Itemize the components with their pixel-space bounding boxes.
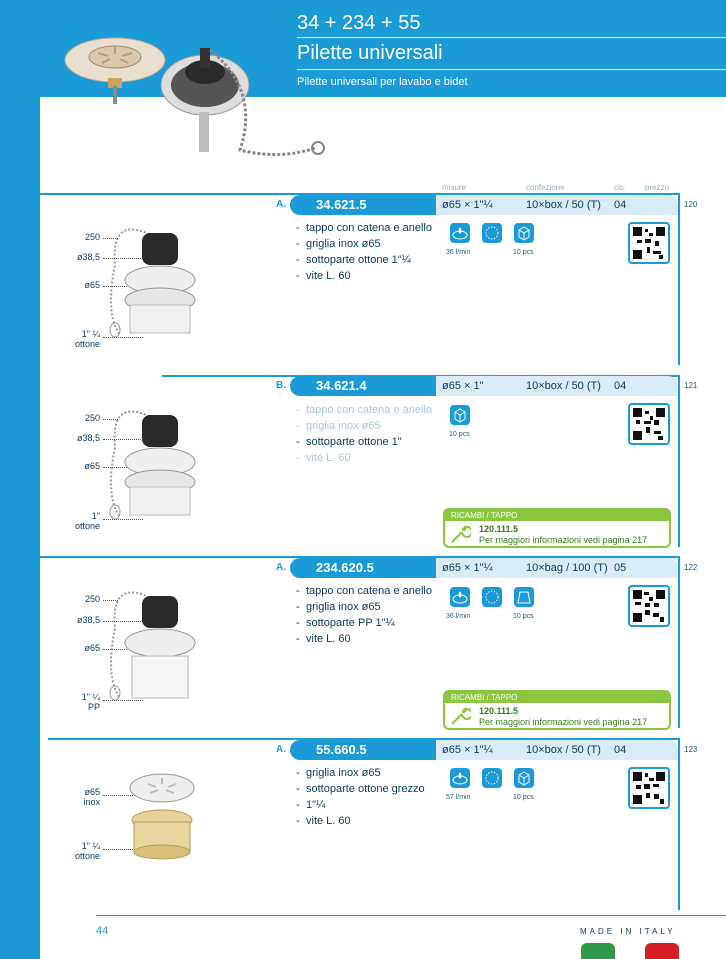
dim-plug-diameter: ø38,5 (76, 433, 100, 443)
dim-material: ottone (74, 521, 100, 531)
footer-divider (96, 915, 726, 916)
dim-grid-diameter: ø65 (84, 643, 100, 653)
spare-part-note: Per maggiori informazioni vedi pagina 217 (479, 717, 648, 727)
dim-material: ottone (74, 851, 100, 861)
dim-thread: 1" ¼ (81, 841, 100, 851)
variant-label: A. (276, 562, 286, 573)
product-code: 234.620.5 (290, 558, 436, 578)
feature-item: - griglia inox ø65 (296, 418, 432, 434)
box-icon (514, 223, 534, 243)
wrench-icon (449, 524, 471, 544)
dim-leader (103, 519, 143, 520)
box-icon (514, 768, 534, 788)
dim-leader (103, 238, 118, 239)
feature-item: - sottoparte ottone 1"¼ (296, 252, 432, 268)
feature-item: - tappo con catena e anello (296, 220, 432, 236)
dim-chain-length: 250 (84, 232, 100, 242)
product-misure: ø65 × 1"¼ (442, 744, 493, 756)
page-title: Pilette universali (297, 42, 443, 64)
flow-icon (450, 768, 470, 788)
feature-item: - tappo con catena e anello (296, 402, 432, 418)
product-confezione: 10×bag / 100 (T) (526, 562, 608, 574)
flow-rate-label: 36 l/min (446, 613, 471, 620)
box-icon (450, 405, 470, 425)
dim-thread: 1" ¼ (81, 329, 100, 339)
variant-label: A. (276, 199, 286, 210)
page-reference: 120 (684, 200, 698, 209)
bag-icon (514, 587, 534, 607)
product-confezione: 10×box / 50 (T) (526, 199, 601, 211)
product-code: 34.621.4 (290, 376, 436, 396)
header-divider (297, 37, 726, 38)
feature-item: - sottoparte PP 1"¼ (296, 615, 432, 631)
spare-parts-heading: RICAMBI / TAPPO (445, 692, 669, 703)
dim-leader (103, 600, 118, 601)
product-drawing (100, 568, 200, 718)
feature-list (296, 765, 425, 829)
header-divider (297, 69, 726, 70)
dim-grid-diameter: ø65 (84, 461, 100, 471)
section-divider (678, 556, 680, 728)
feature-item: - vite L. 60 (296, 631, 432, 647)
dim-material: ottone (74, 339, 100, 349)
dim-material: PP (87, 702, 100, 712)
product-code: 55.660.5 (290, 740, 436, 760)
feature-item: - griglia inox ø65 (296, 599, 432, 615)
eu-stars-icon (482, 768, 502, 788)
feature-list (296, 220, 432, 284)
flow-rate-label: 36 l/min (446, 249, 471, 256)
dim-leader (103, 419, 118, 420)
pack-qty-label: 10 pcs (513, 794, 534, 801)
feature-item: - vite L. 60 (296, 268, 432, 284)
dim-grid-diameter: ø65 (84, 280, 100, 290)
product-cls: 04 (614, 744, 627, 756)
product-cls: 04 (614, 199, 627, 211)
product-cls: 05 (614, 562, 627, 574)
flow-icon (450, 223, 470, 243)
page-number: 44 (96, 925, 109, 937)
dim-chain-length: 250 (84, 594, 100, 604)
column-prezzo: prezzo (645, 183, 670, 192)
flow-rate-label: 57 l/min (446, 794, 471, 801)
qr-code[interactable] (628, 403, 670, 445)
column-confezione: confezione (526, 183, 565, 192)
dim-grid-diameter: ø65 (84, 787, 100, 797)
dim-leader (103, 258, 143, 259)
feature-item: - sottoparte ottone 1" (296, 434, 432, 450)
dim-leader (103, 795, 133, 796)
dim-leader (103, 439, 143, 440)
spare-parts-box[interactable] (443, 508, 671, 548)
feature-item: - sottoparte ottone grezzo (296, 781, 425, 797)
waste-with-chain-image (150, 30, 330, 180)
column-misure: misure (442, 183, 467, 192)
page-reference: 123 (684, 745, 698, 754)
dim-leader (103, 700, 143, 701)
feature-item-continuation: - 1"¼ (296, 797, 425, 813)
section-divider (678, 738, 680, 910)
made-in-italy-label: MADE IN ITALY (580, 927, 676, 936)
wrench-icon (449, 706, 471, 726)
flag-green-tab (581, 943, 615, 959)
qr-code[interactable] (628, 585, 670, 627)
product-misure: ø65 × 1"¼ (442, 562, 493, 574)
section-divider (678, 375, 680, 547)
dim-leader (103, 649, 127, 650)
dim-thread: 1" ¼ (81, 692, 100, 702)
product-drawing (100, 387, 200, 537)
page-reference: 122 (684, 563, 698, 572)
spare-part-note: Per maggiori informazioni vedi pagina 217 (479, 535, 648, 545)
column-cls: cls. (614, 183, 626, 192)
variant-label: B. (276, 380, 286, 391)
variant-label: A. (276, 744, 286, 755)
feature-item: - griglia inox ø65 (296, 236, 432, 252)
product-drawing (120, 770, 200, 865)
qr-code[interactable] (628, 222, 670, 264)
feature-list (296, 402, 432, 466)
feature-item: - vite L. 60 (296, 813, 425, 829)
product-code: 34.621.5 (290, 195, 436, 215)
dim-leader (103, 849, 133, 850)
product-misure: ø65 × 1"¼ (442, 199, 493, 211)
section-divider (678, 193, 680, 365)
left-color-strip (0, 0, 40, 959)
pack-qty-label: 10 pcs (513, 613, 534, 620)
spare-parts-heading: RICAMBI / TAPPO (445, 510, 669, 521)
dim-grid-material: inox (83, 797, 100, 807)
feature-item: - griglia inox ø65 (296, 765, 425, 781)
page-reference: 121 (684, 381, 698, 390)
product-drawing (100, 205, 200, 355)
flow-icon (450, 587, 470, 607)
feature-item: - vite L. 60 (296, 450, 432, 466)
dim-leader (103, 286, 127, 287)
spare-part-code: 120.111.5 (479, 524, 519, 534)
product-confezione: 10×box / 50 (T) (526, 380, 601, 392)
pack-qty-label: 10 pcs (449, 431, 470, 438)
dim-chain-length: 250 (84, 413, 100, 423)
eu-stars-icon (482, 223, 502, 243)
eu-stars-icon (482, 587, 502, 607)
spare-parts-box[interactable] (443, 690, 671, 730)
feature-item: - tappo con catena e anello (296, 583, 432, 599)
dim-leader (103, 467, 127, 468)
product-confezione: 10×box / 50 (T) (526, 744, 601, 756)
flag-red-tab (645, 943, 679, 959)
product-misure: ø65 × 1" (442, 380, 484, 392)
dim-leader (103, 621, 143, 622)
page-subtitle: Pilette universali per lavabo e bidet (297, 76, 468, 88)
spare-part-code: 120.111.5 (479, 706, 519, 716)
dim-plug-diameter: ø38,5 (76, 252, 100, 262)
pack-qty-label: 10 pcs (513, 249, 534, 256)
product-cls: 04 (614, 380, 627, 392)
qr-code[interactable] (628, 767, 670, 809)
product-codes-title: 34 + 234 + 55 (297, 12, 421, 34)
dim-leader (103, 337, 143, 338)
dim-plug-diameter: ø38,5 (76, 615, 100, 625)
dim-thread: 1" (91, 511, 100, 521)
feature-list (296, 583, 432, 647)
